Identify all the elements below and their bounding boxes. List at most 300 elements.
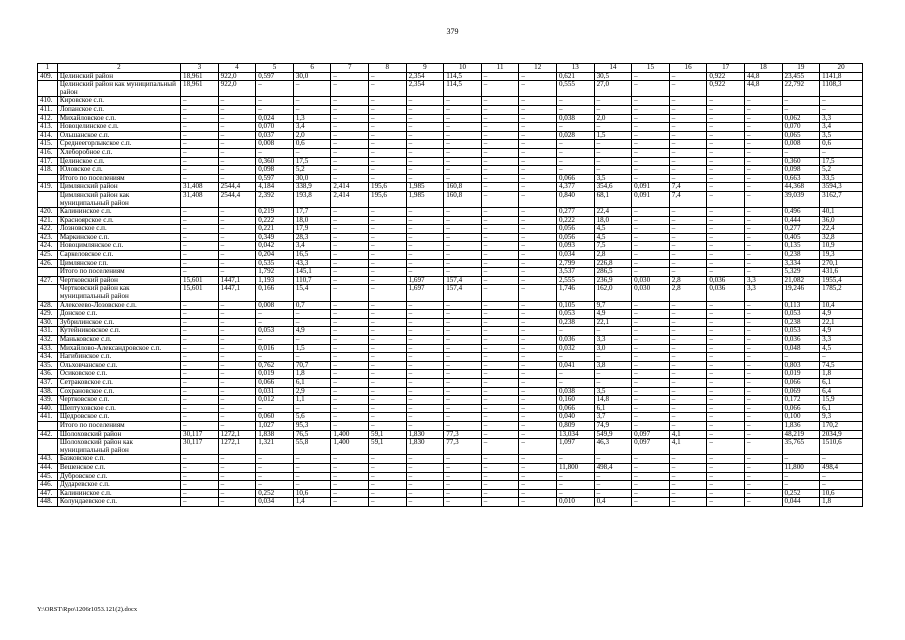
value-cell: 0,6	[820, 140, 863, 149]
value-cell: 1,5	[293, 344, 331, 353]
table-row	[38, 353, 863, 362]
value-cell: 1,193	[256, 276, 294, 285]
row-number-cell: 426.	[38, 259, 58, 268]
value-cell: –	[744, 242, 782, 251]
value-cell: –	[406, 481, 444, 490]
row-number-cell: 414.	[38, 131, 58, 140]
value-cell: –	[519, 361, 557, 370]
value-cell: –	[406, 387, 444, 396]
value-cell: –	[406, 148, 444, 157]
value-cell: –	[481, 268, 519, 277]
row-name-cell: Чертковское с.п.	[57, 396, 180, 405]
value-cell: –	[331, 105, 369, 114]
value-cell: –	[632, 233, 670, 242]
value-cell: –	[218, 233, 256, 242]
row-number-cell: 417.	[38, 157, 58, 166]
column-header: 17	[707, 64, 745, 73]
value-cell: –	[481, 353, 519, 362]
value-cell: 3,5	[594, 387, 632, 396]
value-cell: –	[181, 378, 219, 387]
value-cell: –	[218, 251, 256, 260]
value-cell: –	[406, 421, 444, 430]
value-cell: –	[369, 208, 407, 217]
value-cell: –	[632, 361, 670, 370]
value-cell: –	[181, 131, 219, 140]
value-cell: 3,334	[782, 259, 820, 268]
value-cell: –	[594, 166, 632, 175]
value-cell: –	[406, 353, 444, 362]
value-cell: –	[481, 276, 519, 285]
value-cell: –	[707, 370, 745, 379]
row-name-cell: Осиковское с.п.	[57, 370, 180, 379]
column-header: 4	[218, 64, 256, 73]
value-cell: 3,8	[594, 361, 632, 370]
value-cell: –	[444, 251, 482, 260]
value-cell: 2,414	[331, 183, 369, 192]
row-name-cell: Ольшанское с.п.	[57, 131, 180, 140]
value-cell: –	[181, 421, 219, 430]
value-cell: 1272,1	[218, 439, 256, 455]
value-cell: –	[181, 472, 219, 481]
value-cell: –	[331, 268, 369, 277]
value-cell: –	[707, 123, 745, 132]
value-cell: 1141,8	[820, 72, 863, 81]
value-cell: –	[669, 268, 707, 277]
value-cell: –	[744, 157, 782, 166]
row-name-cell: Михайловское с.п.	[57, 114, 180, 123]
row-number-cell: 446.	[38, 481, 58, 490]
value-cell: –	[369, 370, 407, 379]
value-cell: –	[444, 318, 482, 327]
row-name-cell: Кутейниковское с.п.	[57, 327, 180, 336]
value-cell: 0,048	[782, 344, 820, 353]
value-cell: –	[369, 455, 407, 464]
value-cell: 0,066	[556, 174, 594, 183]
value-cell: –	[744, 413, 782, 422]
value-cell: 0,031	[256, 387, 294, 396]
value-cell: 4,9	[293, 327, 331, 336]
value-cell: 74,5	[820, 361, 863, 370]
value-cell: 6,1	[820, 404, 863, 413]
value-cell: –	[669, 148, 707, 157]
value-cell: 1,027	[256, 421, 294, 430]
value-cell: 11,800	[782, 463, 820, 472]
value-cell: –	[444, 463, 482, 472]
value-cell: –	[669, 242, 707, 251]
value-cell: –	[632, 148, 670, 157]
value-cell: 1,400	[331, 439, 369, 455]
value-cell: –	[669, 378, 707, 387]
value-cell: 1,830	[406, 439, 444, 455]
value-cell: –	[744, 455, 782, 464]
value-cell: –	[707, 344, 745, 353]
value-cell: –	[293, 81, 331, 97]
value-cell: 4,5	[820, 344, 863, 353]
value-cell: 1,8	[293, 370, 331, 379]
row-name-cell: Лопанское с.п.	[57, 105, 180, 114]
value-cell: –	[218, 336, 256, 345]
table-row	[38, 225, 863, 234]
value-cell: –	[444, 157, 482, 166]
value-cell: 0,030	[632, 276, 670, 285]
value-cell: –	[181, 97, 219, 106]
column-header: 6	[293, 64, 331, 73]
value-cell: –	[519, 463, 557, 472]
value-cell: 0,091	[632, 191, 670, 207]
value-cell: 19,3	[820, 251, 863, 260]
row-number-cell: 443.	[38, 455, 58, 464]
value-cell: –	[744, 259, 782, 268]
table-row	[38, 208, 863, 217]
value-cell: –	[181, 105, 219, 114]
value-cell: 236,9	[594, 276, 632, 285]
value-cell: –	[181, 404, 219, 413]
value-cell: –	[669, 463, 707, 472]
value-cell: 0,105	[556, 301, 594, 310]
value-cell: 2,8	[669, 276, 707, 285]
table-row	[38, 439, 863, 455]
value-cell: –	[369, 233, 407, 242]
value-cell: –	[331, 131, 369, 140]
value-cell: –	[444, 148, 482, 157]
row-number-cell: 422.	[38, 225, 58, 234]
value-cell: 338,9	[293, 183, 331, 192]
value-cell: –	[519, 439, 557, 455]
value-cell: 3,3	[744, 285, 782, 301]
value-cell: 3,5	[820, 131, 863, 140]
value-cell: –	[256, 105, 294, 114]
table-row	[38, 421, 863, 430]
value-cell: –	[331, 114, 369, 123]
value-cell: –	[594, 140, 632, 149]
value-cell: 1,3	[293, 114, 331, 123]
value-cell: 0,135	[782, 242, 820, 251]
value-cell: 0,098	[782, 166, 820, 175]
value-cell: –	[519, 430, 557, 439]
value-cell: –	[556, 455, 594, 464]
value-cell: –	[369, 378, 407, 387]
value-cell: 286,5	[594, 268, 632, 277]
value-cell: –	[820, 472, 863, 481]
value-cell: –	[481, 242, 519, 251]
value-cell: –	[669, 251, 707, 260]
value-cell: –	[181, 140, 219, 149]
value-cell: –	[707, 481, 745, 490]
table-row	[38, 131, 863, 140]
value-cell: 0,032	[556, 344, 594, 353]
value-cell: –	[707, 174, 745, 183]
row-name-cell: Итого по поселениям	[57, 268, 180, 277]
value-cell: –	[669, 413, 707, 422]
value-cell: –	[744, 370, 782, 379]
row-name-cell: Вешенское с.п.	[57, 463, 180, 472]
value-cell: –	[406, 396, 444, 405]
value-cell: –	[632, 318, 670, 327]
table-row	[38, 216, 863, 225]
value-cell: –	[369, 123, 407, 132]
value-cell: –	[707, 489, 745, 498]
value-cell: –	[331, 208, 369, 217]
value-cell: 0,809	[556, 421, 594, 430]
value-cell: –	[632, 157, 670, 166]
value-cell: –	[369, 421, 407, 430]
value-cell: –	[256, 318, 294, 327]
value-cell: –	[481, 430, 519, 439]
value-cell: –	[369, 344, 407, 353]
value-cell: –	[632, 344, 670, 353]
value-cell: –	[481, 97, 519, 106]
value-cell: –	[444, 336, 482, 345]
table-row	[38, 259, 863, 268]
value-cell: –	[181, 463, 219, 472]
value-cell: 0,056	[556, 233, 594, 242]
value-cell: 0,070	[256, 123, 294, 132]
table-row	[38, 276, 863, 285]
value-cell: –	[481, 131, 519, 140]
value-cell: –	[444, 327, 482, 336]
value-cell: –	[293, 472, 331, 481]
value-cell: –	[519, 310, 557, 319]
value-cell: 0,922	[707, 72, 745, 81]
row-name-cell: Ольховчанское с.п.	[57, 361, 180, 370]
value-cell: 0,100	[782, 413, 820, 422]
value-cell: –	[707, 336, 745, 345]
value-cell: 0,922	[707, 81, 745, 97]
value-cell: –	[369, 318, 407, 327]
table-row	[38, 489, 863, 498]
value-cell: –	[707, 242, 745, 251]
row-number-cell	[38, 439, 58, 455]
value-cell: –	[369, 242, 407, 251]
value-cell: –	[369, 396, 407, 405]
value-cell: –	[331, 166, 369, 175]
value-cell: 157,4	[444, 285, 482, 301]
value-cell: –	[256, 353, 294, 362]
value-cell: –	[669, 131, 707, 140]
value-cell: 31,408	[181, 183, 219, 192]
value-cell: –	[218, 157, 256, 166]
value-cell: 2,354	[406, 72, 444, 81]
value-cell: 0,066	[782, 404, 820, 413]
row-name-cell: Цимлянское г.п.	[57, 259, 180, 268]
value-cell: –	[369, 131, 407, 140]
value-cell: 0,663	[782, 174, 820, 183]
value-cell: –	[331, 140, 369, 149]
table-row	[38, 251, 863, 260]
table-row	[38, 327, 863, 336]
value-cell: –	[707, 327, 745, 336]
row-name-cell: Шолоховский район как муниципальный район	[57, 439, 180, 455]
footer-file-path: Y:\ORST\Rpo\1206r1053.121(2).docx	[37, 606, 138, 613]
value-cell: –	[481, 191, 519, 207]
value-cell: –	[744, 233, 782, 242]
value-cell: –	[632, 216, 670, 225]
value-cell: –	[707, 233, 745, 242]
value-cell: –	[218, 353, 256, 362]
value-cell: –	[218, 166, 256, 175]
value-cell: –	[218, 361, 256, 370]
value-cell: –	[293, 310, 331, 319]
column-header: 2	[57, 64, 180, 73]
column-header: 10	[444, 64, 482, 73]
value-cell: 0,091	[632, 183, 670, 192]
value-cell: –	[519, 285, 557, 301]
value-cell: –	[369, 105, 407, 114]
value-cell: –	[218, 268, 256, 277]
value-cell: –	[594, 378, 632, 387]
value-cell: –	[481, 310, 519, 319]
value-cell: –	[632, 327, 670, 336]
value-cell: –	[556, 166, 594, 175]
column-header: 16	[669, 64, 707, 73]
value-cell: –	[181, 123, 219, 132]
value-cell: –	[444, 242, 482, 251]
row-number-cell	[38, 81, 58, 97]
value-cell: –	[632, 225, 670, 234]
value-cell: 7,5	[594, 242, 632, 251]
value-cell: –	[369, 225, 407, 234]
value-cell: –	[519, 370, 557, 379]
value-cell: 2,414	[331, 191, 369, 207]
value-cell: –	[369, 285, 407, 301]
value-cell: –	[444, 455, 482, 464]
value-cell: 0,053	[256, 327, 294, 336]
row-number-cell: 444.	[38, 463, 58, 472]
value-cell: –	[331, 285, 369, 301]
value-cell: –	[744, 344, 782, 353]
value-cell: –	[369, 353, 407, 362]
value-cell: 0,277	[782, 225, 820, 234]
value-cell: 0,093	[556, 242, 594, 251]
value-cell: 110,7	[293, 276, 331, 285]
value-cell: –	[669, 97, 707, 106]
value-cell: –	[331, 378, 369, 387]
value-cell: –	[519, 105, 557, 114]
value-cell: –	[669, 421, 707, 430]
value-cell: –	[406, 472, 444, 481]
value-cell: 160,8	[444, 191, 482, 207]
value-cell: –	[669, 481, 707, 490]
table-row	[38, 123, 863, 132]
table-row	[38, 148, 863, 157]
value-cell: –	[707, 472, 745, 481]
value-cell: –	[444, 166, 482, 175]
value-cell: –	[594, 472, 632, 481]
value-cell: 3,3	[820, 336, 863, 345]
value-cell: 3594,3	[820, 183, 863, 192]
row-number-cell	[38, 191, 58, 207]
table-row	[38, 140, 863, 149]
value-cell: –	[406, 489, 444, 498]
value-cell: –	[181, 174, 219, 183]
value-cell: –	[481, 472, 519, 481]
value-cell: –	[218, 318, 256, 327]
value-cell: 0,034	[256, 498, 294, 507]
value-cell: –	[444, 208, 482, 217]
value-cell: –	[444, 498, 482, 507]
value-cell: –	[293, 105, 331, 114]
value-cell: 160,8	[444, 183, 482, 192]
value-cell: –	[406, 123, 444, 132]
value-cell: 3,4	[820, 123, 863, 132]
row-number-cell: 416.	[38, 148, 58, 157]
value-cell: –	[556, 472, 594, 481]
value-cell: –	[556, 123, 594, 132]
value-cell: –	[707, 183, 745, 192]
value-cell: –	[519, 276, 557, 285]
row-name-cell: Калининское с.п.	[57, 208, 180, 217]
value-cell: 9,7	[594, 301, 632, 310]
value-cell: –	[632, 336, 670, 345]
value-cell: –	[181, 157, 219, 166]
value-cell: –	[632, 251, 670, 260]
value-cell: 114,5	[444, 81, 482, 97]
value-cell: 14,8	[594, 396, 632, 405]
value-cell: –	[406, 318, 444, 327]
value-cell: –	[406, 336, 444, 345]
value-cell: –	[820, 97, 863, 106]
value-cell: –	[444, 361, 482, 370]
value-cell: –	[744, 97, 782, 106]
column-header: 7	[331, 64, 369, 73]
value-cell: –	[744, 191, 782, 207]
value-cell: –	[181, 327, 219, 336]
value-cell: –	[519, 81, 557, 97]
value-cell: 59,1	[369, 439, 407, 455]
row-name-cell: Целинский район как муниципальный район	[57, 81, 180, 97]
value-cell: –	[519, 336, 557, 345]
value-cell: 2,0	[293, 131, 331, 140]
value-cell: –	[632, 378, 670, 387]
value-cell: 0,012	[256, 396, 294, 405]
value-cell: 18,961	[181, 81, 219, 97]
value-cell: 4,9	[820, 310, 863, 319]
value-cell: 23,455	[782, 72, 820, 81]
value-cell: 0,069	[782, 387, 820, 396]
table-row	[38, 472, 863, 481]
value-cell: –	[556, 157, 594, 166]
value-cell: –	[519, 216, 557, 225]
value-cell: –	[481, 498, 519, 507]
value-cell: 10,6	[293, 489, 331, 498]
value-cell: –	[444, 259, 482, 268]
row-number-cell: 421.	[38, 216, 58, 225]
value-cell: –	[218, 455, 256, 464]
value-cell: –	[594, 327, 632, 336]
value-cell: –	[519, 174, 557, 183]
value-cell: –	[632, 123, 670, 132]
value-cell: –	[707, 97, 745, 106]
value-cell: –	[369, 387, 407, 396]
page-number: 379	[446, 27, 459, 36]
value-cell: –	[481, 413, 519, 422]
value-cell: 0,238	[556, 318, 594, 327]
value-cell: 10,4	[820, 301, 863, 310]
row-number-cell: 447.	[38, 489, 58, 498]
value-cell: –	[669, 259, 707, 268]
value-cell: –	[406, 114, 444, 123]
column-header: 8	[369, 64, 407, 73]
value-cell: –	[406, 259, 444, 268]
value-cell: 5,6	[293, 413, 331, 422]
value-cell: –	[744, 166, 782, 175]
value-cell: 0,098	[256, 166, 294, 175]
row-number-cell: 440.	[38, 404, 58, 413]
value-cell: –	[369, 489, 407, 498]
table-row	[38, 191, 863, 207]
value-cell: –	[444, 472, 482, 481]
value-cell: –	[820, 148, 863, 157]
